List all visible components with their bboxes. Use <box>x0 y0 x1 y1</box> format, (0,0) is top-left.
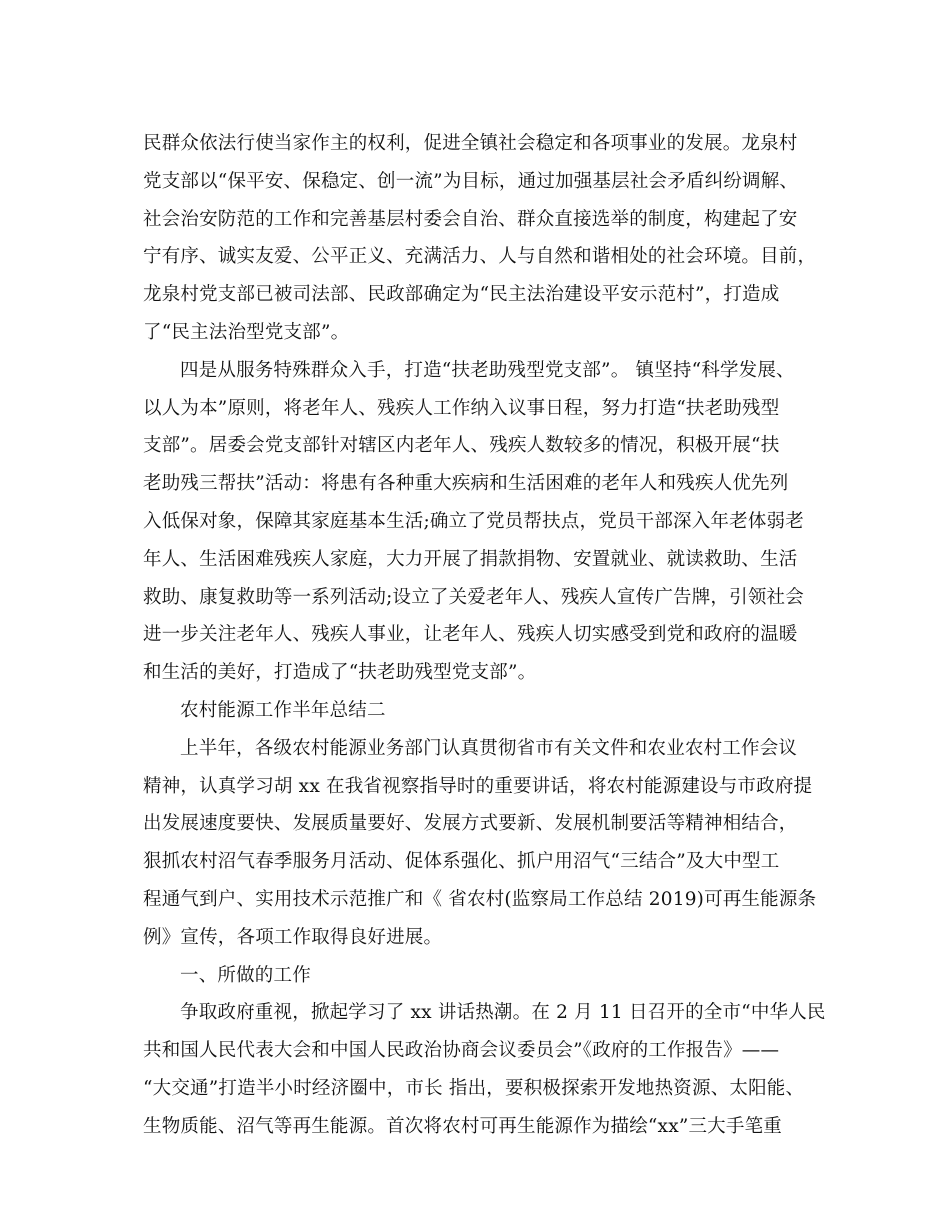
text-line: 老助残三帮扶”活动：将患有各种重大疾病和生活困难的老年人和残疾人优先列 <box>143 473 789 495</box>
text-line: 了“民主法治型党支部”。 <box>143 321 350 343</box>
section-heading: 一、所做的工作 <box>180 964 311 986</box>
text-line: 进一步关注老年人、残疾人事业，让老年人、残疾人切实感受到党和政府的温暖 <box>143 624 798 646</box>
text-line: 党支部以“保平安、保稳定、创一流”为目标，通过加强基层社会矛盾纠纷调解、 <box>143 170 799 192</box>
text-line: 以人为本”原则，将老年人、残疾人工作纳入议事日程，努力打造“扶老助残型 <box>143 397 780 419</box>
text-line: 狠抓农村沼气春季服务月活动、促体系强化、抓户用沼气“三结合”及大中型工 <box>143 851 780 873</box>
text-line: 支部”。居委会党支部针对辖区内老年人、残疾人数较多的情况，积极开展“扶 <box>143 435 780 457</box>
paragraph-start-line: 争取政府重视，掀起学习了 xx 讲话热潮。在 2 月 11 日召开的全市“中华人民 <box>180 1002 826 1024</box>
text-line: 生物质能、沼气等再生能源。首次将农村可再生能源作为描绘“xx”三大手笔重 <box>143 1115 782 1137</box>
text-line: 共和国人民代表大会和中国人民政治协商会议委员会”《政府的工作报告》—— <box>143 1040 780 1062</box>
text-line: 社会治安防范的工作和完善基层村委会自治、群众直接选举的制度，构建起了安 <box>143 208 798 230</box>
text-line: 出发展速度要快、发展质量要好、发展方式要新、发展机制要活等精神相结合， <box>143 813 798 835</box>
section-title: 农村能源工作半年总结二 <box>180 699 386 721</box>
text-line: 入低保对象，保障其家庭基本生活;确立了党员帮扶点，党员干部深入年老体弱老 <box>143 510 804 532</box>
text-line: 程通气到户、实用技术示范推广和《 省农村(监察局工作总结 2019)可再生能源条 <box>143 888 817 910</box>
text-line: 救助、康复救助等一系列活动;设立了关爱老年人、残疾人宣传广告牌，引领社会 <box>143 586 804 608</box>
text-line: 例》宣传，各项工作取得良好进展。 <box>143 926 443 948</box>
text-line: “大交通”打造半小时经济圈中，市长 指出，要积极探索开发地热资源、太阳能、 <box>143 1077 805 1099</box>
text-line: 龙泉村党支部已被司法部、民政部确定为“民主法治建设平安示范村”，打造成 <box>143 284 780 306</box>
text-line: 年人、生活困难残疾人家庭，大力开展了捐款捐物、安置就业、就读救助、生活 <box>143 548 798 570</box>
document-body <box>143 125 826 1146</box>
text-line: 和生活的美好，打造成了“扶老助残型党支部”。 <box>143 662 537 684</box>
text-line: 宁有序、诚实友爱、公平正义、充满活力、人与自然和谐相处的社会环境。目前， <box>143 246 817 268</box>
paragraph-start-line: 上半年，各级农村能源业务部门认真贯彻省市有关文件和农业农村工作会议 <box>180 737 798 759</box>
text-line: 精神，认真学习胡 xx 在我省视察指导时的重要讲话，将农村能源建设与市政府提 <box>143 775 813 797</box>
paragraph-start-line: 四是从服务特殊群众入手，打造“扶老助残型党支部”。 镇坚持“科学发展、 <box>180 359 795 381</box>
text-line: 民群众依法行使当家作主的权利，促进全镇社会稳定和各项事业的发展。龙泉村 <box>143 133 798 154</box>
